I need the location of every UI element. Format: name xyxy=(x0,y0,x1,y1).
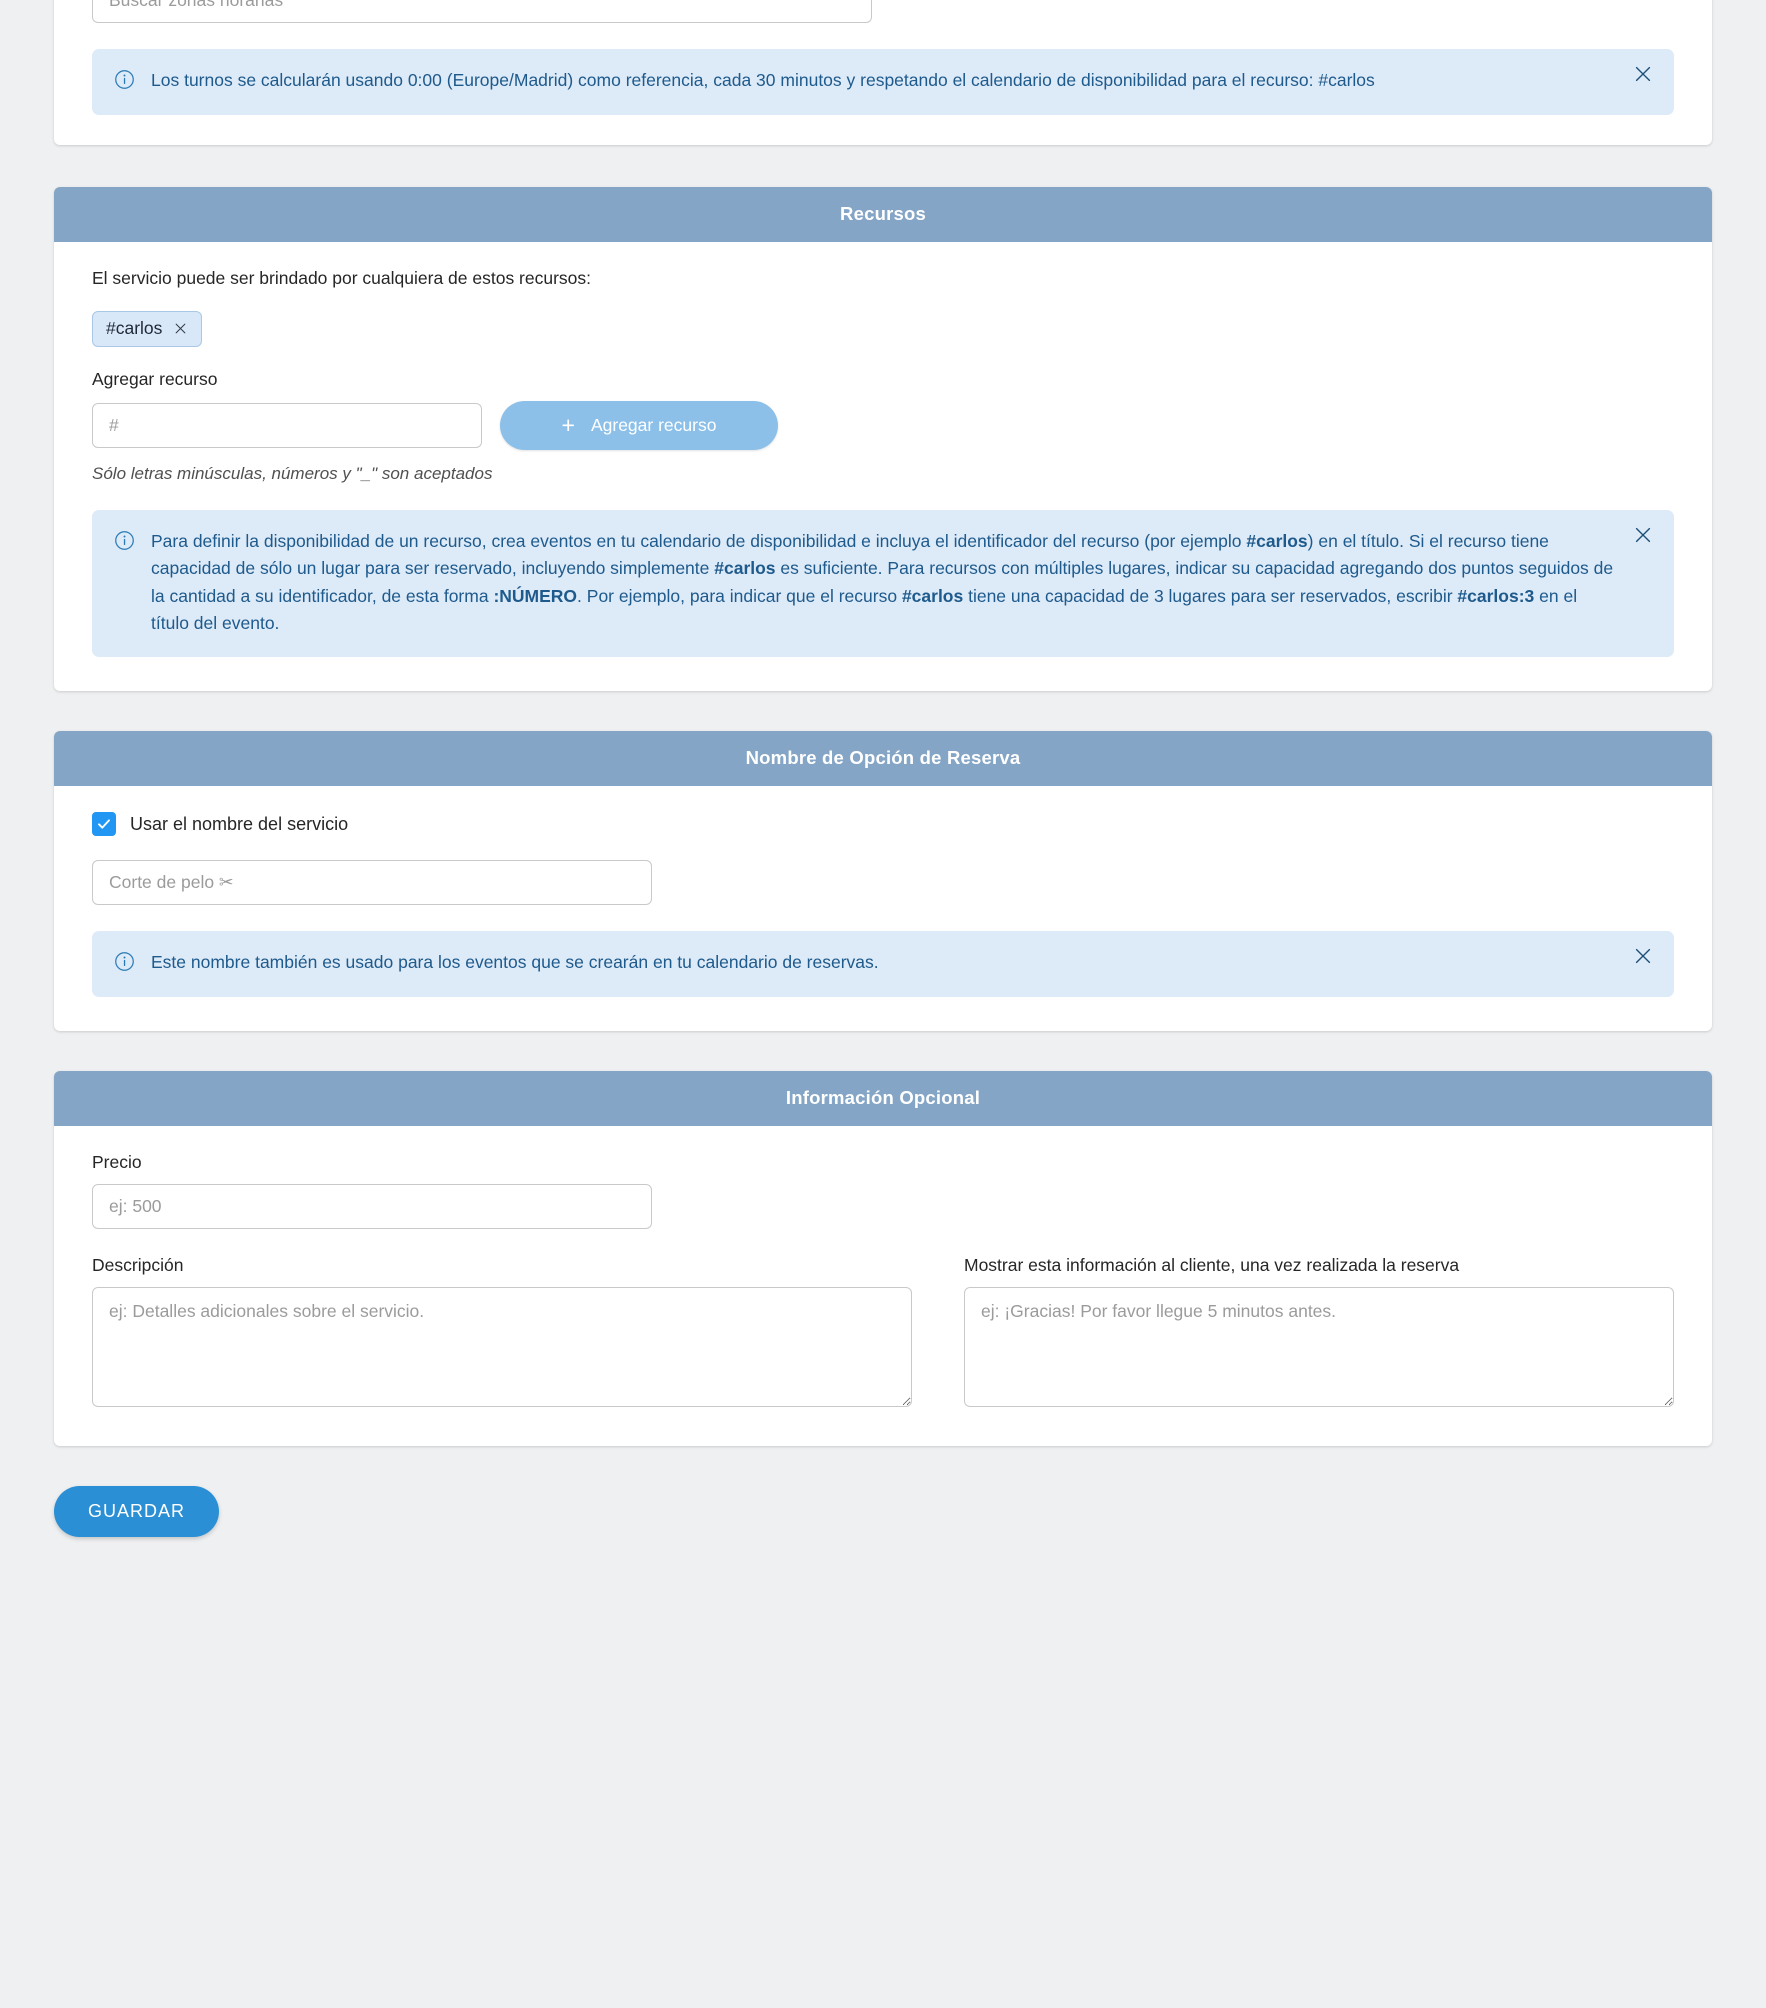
price-input[interactable] xyxy=(92,1184,652,1229)
use-service-name-checkbox[interactable] xyxy=(92,812,1674,836)
resource-chip[interactable] xyxy=(92,311,202,347)
res-alert-p3: es suficiente. Para recursos con múltiples lugares, indicar su capacidad agregando dos puntos seguidos de la cantidad a su identificador, de esta forma xyxy=(151,558,1614,606)
resource-name-input[interactable] xyxy=(92,403,482,448)
booking-name-body xyxy=(54,786,1712,1031)
res-alert-b1: #carlos xyxy=(1246,531,1308,551)
res-alert-b5: #carlos:3 xyxy=(1457,585,1535,606)
optional-info-body xyxy=(54,1126,1712,1446)
save-button[interactable]: GUARDAR xyxy=(54,1486,219,1537)
info-icon xyxy=(114,951,135,977)
optional-fields-grid xyxy=(92,1255,1674,1412)
res-alert-b4: #carlos xyxy=(901,585,964,606)
timezone-alert-line1: Los turnos se calcularán usando 0:00 (Europe/Madrid) como referencia, cada 30 minutos y respetando el calendario de disponibilidad xyxy=(151,70,1188,90)
description-label: Descripción xyxy=(92,1255,184,1276)
resource-helper-text: Sólo letras minúsculas, números y "_" son aceptados xyxy=(92,464,493,483)
resources-body xyxy=(54,242,1712,691)
resource-chip-label: #carlos xyxy=(106,318,163,338)
booking-option-name-input[interactable] xyxy=(92,860,652,905)
post-booking-label: Mostrar esta información al cliente, una vez realizada la reserva xyxy=(964,1255,1460,1276)
add-resource-button-label: Agregar recurso xyxy=(590,415,717,435)
res-alert-p2: ) en el título. Si el recurso tiene capacidad de sólo un lugar para ser reservado, incluyendo simplemente xyxy=(151,531,1549,579)
description-textarea[interactable] xyxy=(92,1287,912,1407)
post-booking-field xyxy=(964,1255,1674,1412)
price-label: Precio xyxy=(92,1152,142,1173)
use-service-name-label: Usar el nombre del servicio xyxy=(130,813,349,834)
res-alert-b2: #carlos xyxy=(714,558,776,579)
plus-icon: + xyxy=(561,412,575,439)
footer-actions xyxy=(54,1486,1712,1537)
timezone-search-input[interactable] xyxy=(92,0,872,23)
resources-header: Recursos xyxy=(54,187,1712,242)
res-alert-p6: en el título del evento. xyxy=(151,585,1578,633)
res-alert-b3: :NÚMERO xyxy=(493,585,578,606)
resources-lead: El servicio puede ser brindado por cualquiera de estos recursos: xyxy=(92,268,592,288)
close-icon[interactable] xyxy=(1632,945,1656,969)
checkbox-icon[interactable] xyxy=(92,812,116,836)
res-alert-p5: tiene una capacidad de 3 lugares para ser reservados, escribir xyxy=(963,585,1458,606)
remove-chip-icon[interactable] xyxy=(173,321,188,336)
info-icon xyxy=(114,69,135,95)
timezone-alert-text xyxy=(151,67,1375,94)
close-icon[interactable] xyxy=(1632,63,1656,87)
optional-info-header: Información Opcional xyxy=(54,1071,1712,1126)
timezone-alert-line2: para el recurso: #carlos xyxy=(1191,70,1375,90)
optional-info-card xyxy=(54,1071,1712,1446)
booking-name-alert-text: Este nombre también es usado para los eventos que se crearán en tu calendario de reservas. xyxy=(151,952,879,973)
resources-card xyxy=(54,187,1712,691)
add-resource-row xyxy=(92,401,1674,450)
post-booking-textarea[interactable] xyxy=(964,1287,1674,1407)
res-alert-p4: . Por ejemplo, para indicar que el recurso xyxy=(577,585,902,606)
timezone-info-alert xyxy=(92,49,1674,115)
resource-chip-list xyxy=(92,311,1674,347)
res-alert-p1: Para definir la disponibilidad de un recurso, crea eventos en tu calendario de disponibilidad e incluya el identificador del recurso (por ejemplo xyxy=(151,531,1247,551)
add-resource-button[interactable] xyxy=(500,401,778,450)
resources-alert-text xyxy=(151,528,1618,637)
booking-name-header: Nombre de Opción de Reserva xyxy=(54,731,1712,786)
info-icon xyxy=(114,530,135,556)
add-resource-label: Agregar recurso xyxy=(92,369,218,389)
resources-info-alert xyxy=(92,510,1674,657)
close-icon[interactable] xyxy=(1632,524,1656,548)
booking-name-info-alert xyxy=(92,931,1674,997)
description-field xyxy=(92,1255,912,1412)
timezone-card xyxy=(54,0,1712,145)
booking-name-card xyxy=(54,731,1712,1031)
